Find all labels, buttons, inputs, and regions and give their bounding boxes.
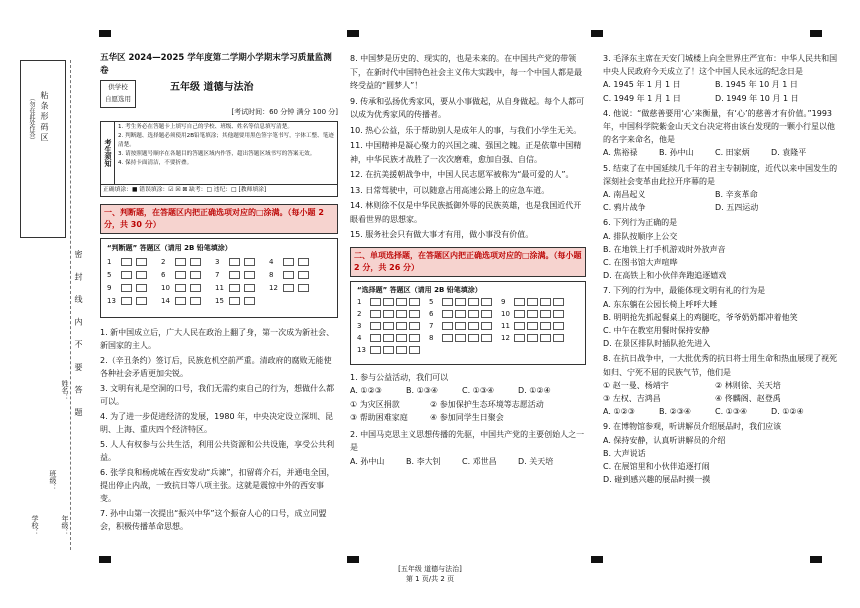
registration-mark bbox=[591, 556, 603, 563]
answer-box[interactable] bbox=[514, 298, 525, 306]
choice-item[interactable] bbox=[429, 308, 501, 320]
answer-box[interactable] bbox=[370, 322, 381, 330]
answer-box[interactable] bbox=[190, 284, 201, 292]
option: C. 邓世昌 bbox=[462, 456, 497, 466]
choice-item[interactable] bbox=[357, 320, 429, 332]
choice-item[interactable] bbox=[501, 320, 573, 332]
choice-q7 bbox=[603, 284, 841, 350]
answer-box[interactable] bbox=[383, 310, 394, 318]
option: B. 辛亥革命 bbox=[715, 190, 758, 200]
judge-item[interactable] bbox=[215, 256, 269, 269]
question-number: 12 bbox=[269, 284, 278, 292]
question-number: 10 bbox=[501, 309, 510, 318]
page-footer bbox=[330, 564, 530, 584]
answer-box[interactable] bbox=[136, 297, 147, 305]
answer-box[interactable] bbox=[136, 284, 147, 292]
question-number: 14 bbox=[161, 297, 170, 305]
answer-box[interactable] bbox=[468, 322, 479, 330]
option: C. ①③④ bbox=[462, 386, 495, 395]
choice-item[interactable] bbox=[357, 332, 429, 344]
registration-mark bbox=[99, 556, 111, 563]
usage-tag bbox=[100, 80, 136, 108]
judge-question: 14. 林则徐不仅是中华民族抵御外辱的民族英雄，也是我国近代开眼看世界的思想家。 bbox=[350, 201, 582, 224]
answer-box[interactable] bbox=[514, 334, 525, 342]
judge-item[interactable] bbox=[107, 295, 161, 308]
judge-question: 11. 中国精神是凝心聚力的兴国之魂、强国之魄。正是依靠中国精神，中华民族才战胜了一次次磨难，愈加自强、自信。 bbox=[350, 141, 582, 164]
option: B. 大声说话 bbox=[603, 448, 646, 458]
option: D. 袁隆平 bbox=[771, 148, 807, 158]
option: A. 南昌起义 bbox=[603, 190, 646, 200]
judge-item[interactable] bbox=[269, 282, 323, 295]
option: A. 保持安静，认真听讲解员的介绍 bbox=[603, 435, 726, 445]
judge-question: 6. 张学良和杨虎城在西安发动“兵谏”，扣留蒋介石，并通电全国，提出停止内战，一致抗日等八项主张。这就是震惊中外的西安事变。 bbox=[100, 467, 335, 503]
answer-box[interactable] bbox=[527, 322, 538, 330]
barcode-note: （勿在此处作答） bbox=[28, 95, 35, 143]
choice-row bbox=[357, 308, 579, 320]
answer-box[interactable] bbox=[442, 298, 453, 306]
notice-line: 3. 请按照题号顺序在各题目的答题区域内作答，超出答题区域书写的答案无效。 bbox=[118, 150, 316, 157]
page-number: 第 1 页/共 2 页 bbox=[405, 575, 455, 583]
choice-q2 bbox=[350, 428, 586, 469]
option: C. 1949 年 1 月 1 日 bbox=[603, 93, 681, 103]
judge-sheet-label: “判断题” 答题区（请用 2B 铅笔填涂） bbox=[107, 243, 232, 252]
question-number: 13 bbox=[357, 345, 366, 354]
judge-item[interactable] bbox=[215, 295, 269, 308]
option: A. 焦裕禄 bbox=[603, 148, 638, 158]
answer-box[interactable] bbox=[383, 322, 394, 330]
choice-sheet-label: “选择题” 答题区（请用 2B 铅笔填涂） bbox=[357, 285, 482, 294]
question-number: 1 bbox=[357, 297, 362, 306]
answer-box[interactable] bbox=[136, 258, 147, 266]
judge-question: 4. 为了进一步促进经济的发展，1980 年，中央决定设立深圳、昆明、上海、重庆四个经济特区。 bbox=[100, 411, 334, 434]
judge-row bbox=[107, 295, 331, 308]
item: ② 参加保护生态环境等志愿活动 bbox=[430, 399, 544, 409]
answer-box[interactable] bbox=[190, 258, 201, 266]
choice-q8 bbox=[603, 352, 841, 418]
judge-question: 7. 孙中山第一次提出“振兴中华”这个振奋人心的口号，成立同盟会，积极传播革命思想。 bbox=[100, 508, 327, 531]
answer-box[interactable] bbox=[481, 334, 492, 342]
question-number: 3 bbox=[215, 258, 220, 266]
answer-box[interactable] bbox=[370, 298, 381, 306]
class-label: 班级： bbox=[49, 470, 57, 491]
option: C. 在图书馆大声喧哗 bbox=[603, 258, 678, 268]
answer-box[interactable] bbox=[121, 284, 132, 292]
choice-item[interactable] bbox=[429, 320, 501, 332]
question-number: 4 bbox=[357, 333, 362, 342]
registration-mark bbox=[347, 556, 359, 563]
usage-tag-line2: 自愿选用 bbox=[105, 95, 131, 103]
judge-question: 9. 传承和弘扬优秀家风，要从小事做起，从自身做起。每个人都可以成为优秀家风的传播者。 bbox=[350, 96, 585, 119]
answer-box[interactable] bbox=[244, 271, 255, 279]
option: A. ①②③ bbox=[350, 386, 382, 395]
answer-box[interactable] bbox=[396, 322, 407, 330]
choice-q1 bbox=[350, 371, 586, 425]
answer-box[interactable] bbox=[370, 334, 381, 342]
item: ③ 左权、吉鸿昌 bbox=[603, 394, 661, 404]
answer-box[interactable] bbox=[540, 334, 551, 342]
option: C. 田家炳 bbox=[715, 148, 750, 158]
option: D. 关天培 bbox=[518, 456, 554, 466]
judge-question: 12. 在抗美援朝战争中，中国人民志愿军被称为“最可爱的人”。 bbox=[350, 170, 574, 179]
answer-box[interactable] bbox=[409, 322, 420, 330]
barcode-area bbox=[20, 60, 66, 238]
option: D. 在高铁上和小伙伴奔跑追逐嬉戏 bbox=[603, 271, 727, 281]
answer-box[interactable] bbox=[383, 346, 394, 354]
answer-box[interactable] bbox=[298, 271, 309, 279]
question-number: 15 bbox=[215, 297, 224, 305]
questions-left bbox=[100, 326, 338, 533]
answer-box[interactable] bbox=[468, 310, 479, 318]
judge-row bbox=[107, 256, 331, 269]
answer-box[interactable] bbox=[540, 310, 551, 318]
judge-question: 1. 新中国成立后，广大人民在政治上翻了身，第一次成为新社会、新国家的主人。 bbox=[100, 327, 335, 350]
answer-box[interactable] bbox=[283, 284, 294, 292]
questions-right bbox=[603, 52, 841, 489]
notice-line: 1. 考生务必在答题卡上填写自己的学校、班级、姓名等信息填写清楚。 bbox=[118, 123, 293, 130]
choice-item[interactable] bbox=[501, 296, 573, 308]
answer-box[interactable] bbox=[396, 334, 407, 342]
notice-list bbox=[115, 122, 337, 184]
judge-question: 15. 服务社会只有做大事才有用，做小事没有价值。 bbox=[350, 230, 534, 239]
option: B. 李大钊 bbox=[406, 456, 441, 466]
option: B. 明明抢先抓起餐桌上的鸡腿吃，爷爷奶奶都冲着他笑 bbox=[603, 312, 798, 322]
answer-box[interactable] bbox=[514, 310, 525, 318]
answer-box[interactable] bbox=[283, 258, 294, 266]
judge-item[interactable] bbox=[269, 256, 323, 269]
question-number: 7 bbox=[429, 321, 434, 330]
option: A. 1945 年 1 月 1 日 bbox=[603, 80, 681, 90]
answer-box[interactable] bbox=[396, 298, 407, 306]
answer-box[interactable] bbox=[383, 298, 394, 306]
question-stem: 5. 结束了在中国延续几千年的君主专制制度，近代以来中国发生的深刻社会变革由此拉开序幕的是 bbox=[603, 163, 838, 186]
item: ① 赵一曼、杨靖宇 bbox=[603, 380, 669, 390]
answer-box[interactable] bbox=[229, 258, 240, 266]
judge-question: 5. 人人有权参与公共生活，利用公共资源和公共设施，享受公共利益。 bbox=[100, 439, 335, 462]
choice-item[interactable] bbox=[429, 296, 501, 308]
answer-box[interactable] bbox=[540, 298, 551, 306]
answer-box[interactable] bbox=[455, 322, 466, 330]
question-number: 8 bbox=[429, 333, 434, 342]
question-stem: 8. 在抗日战争中，一大批优秀的抗日将士用生命和热血展现了视死如归、宁死不屈的民族气节，他们是 bbox=[603, 354, 838, 377]
option: B. 1945 年 10 月 1 日 bbox=[715, 80, 798, 90]
answer-box[interactable] bbox=[409, 310, 420, 318]
answer-box[interactable] bbox=[514, 322, 525, 330]
registration-mark bbox=[810, 30, 822, 37]
choice-row bbox=[357, 332, 579, 344]
option: A. 排队按顺序上公交 bbox=[603, 231, 678, 241]
choice-item[interactable] bbox=[357, 296, 429, 308]
answer-box[interactable] bbox=[553, 298, 564, 306]
answer-box[interactable] bbox=[244, 297, 255, 305]
option: C. 鸦片战争 bbox=[603, 203, 646, 213]
option: D. 碰到感兴趣的展品时摸一摸 bbox=[603, 475, 711, 485]
option: C. 中午在教室用餐时保持安静 bbox=[603, 326, 710, 336]
answer-box[interactable] bbox=[136, 271, 147, 279]
usage-tag-line1: 供学校 bbox=[108, 83, 128, 91]
judge-item[interactable] bbox=[107, 269, 161, 282]
question-number: 4 bbox=[269, 258, 274, 266]
choice-q6 bbox=[603, 216, 841, 282]
question-stem: 2. 中国马克思主义思想传播的先驱，中国共产党的主要创始人之一是 bbox=[350, 429, 585, 452]
judge-question: 13. 日常驾驶中，可以随意占用高速公路上的应急车道。 bbox=[350, 185, 550, 195]
answer-box[interactable] bbox=[175, 258, 186, 266]
answer-box[interactable] bbox=[175, 284, 186, 292]
question-number: 9 bbox=[501, 297, 506, 306]
judge-item[interactable] bbox=[107, 282, 161, 295]
judge-item[interactable] bbox=[161, 295, 215, 308]
option: D. 在景区排队时插队抢先进入 bbox=[603, 339, 711, 349]
question-number: 3 bbox=[357, 321, 362, 330]
answer-box[interactable] bbox=[409, 334, 420, 342]
choice-row bbox=[357, 320, 579, 332]
choice-item[interactable] bbox=[357, 344, 429, 356]
question-number: 6 bbox=[429, 309, 434, 318]
judge-item[interactable] bbox=[161, 269, 215, 282]
question-number: 11 bbox=[501, 321, 510, 330]
choice-item[interactable] bbox=[501, 308, 573, 320]
answer-box[interactable] bbox=[229, 271, 240, 279]
answer-box[interactable] bbox=[298, 284, 309, 292]
answer-box[interactable] bbox=[175, 271, 186, 279]
judge-item[interactable] bbox=[161, 256, 215, 269]
registration-mark bbox=[591, 30, 603, 37]
choice-row bbox=[357, 344, 579, 356]
footer-subject: [五年级 道德与法治] bbox=[398, 565, 462, 573]
judge-item[interactable] bbox=[107, 256, 161, 269]
seal-line bbox=[70, 60, 72, 550]
answer-box[interactable] bbox=[229, 297, 240, 305]
section2-heading: 二、单项选择题，在答题区内把正确选项对应的□涂满。（每小题 2 分，共 26 分） bbox=[350, 247, 586, 277]
registration-mark bbox=[810, 556, 822, 563]
question-number: 1 bbox=[107, 258, 112, 266]
choice-q5 bbox=[603, 162, 841, 215]
choice-answer-sheet bbox=[350, 281, 586, 365]
option: A. ①②③ bbox=[603, 407, 635, 417]
option: D. ①②④ bbox=[518, 386, 551, 395]
item: ④ 佟麟阁、赵登禹 bbox=[715, 394, 781, 404]
choice-item[interactable] bbox=[429, 332, 501, 344]
question-number: 10 bbox=[161, 284, 170, 292]
option: C. ①③④ bbox=[715, 407, 748, 417]
notice-line: 2. 判断题、选择题必须使用2B铅笔填涂；其他题要用黑色签字笔书写，字体工整、笔迹清楚。 bbox=[118, 132, 334, 148]
time-note: [考试时间：60 分钟 满分 100 分] bbox=[231, 108, 338, 116]
answer-box[interactable] bbox=[481, 322, 492, 330]
option: C. 在展馆里和小伙伴追逐打闹 bbox=[603, 462, 710, 472]
answer-box[interactable] bbox=[283, 271, 294, 279]
question-stem: 9. 在博物馆参观，听讲解员介绍展品时，我们应该 bbox=[603, 422, 782, 432]
answer-box[interactable] bbox=[540, 322, 551, 330]
option: D. 1949 年 10 月 1 日 bbox=[715, 93, 799, 103]
judge-item[interactable] bbox=[269, 269, 323, 282]
question-number: 6 bbox=[161, 271, 166, 279]
option: A. 东东躺在公园长椅上呼呼大睡 bbox=[603, 299, 718, 309]
judge-item[interactable] bbox=[215, 282, 269, 295]
answer-box[interactable] bbox=[468, 298, 479, 306]
option: B. 在地铁上打手机游戏时外放声音 bbox=[603, 244, 726, 254]
option: B. 孙中山 bbox=[659, 148, 694, 158]
answer-box[interactable] bbox=[244, 284, 255, 292]
option: D. ①②④ bbox=[771, 407, 804, 417]
item: ③ 帮助困难家庭 bbox=[350, 413, 408, 422]
answer-box[interactable] bbox=[121, 258, 132, 266]
question-stem: 7. 下列的行为中，最能体现文明有礼的行为是 bbox=[603, 286, 766, 296]
answer-box[interactable] bbox=[442, 334, 453, 342]
judge-row bbox=[107, 269, 331, 282]
answer-box[interactable] bbox=[455, 334, 466, 342]
question-number: 2 bbox=[357, 309, 362, 318]
barcode-label: 粘 条 形 码 区 bbox=[40, 91, 49, 142]
judge-question: 8. 中国梦是历史的、现实的，也是未来的。在中国共产党的带领下，在新时代中国特色社会主义伟大实践中，每一个中国人都是最终受益的“圆梦人”！ bbox=[350, 54, 582, 90]
answer-box[interactable] bbox=[396, 346, 407, 354]
answer-box[interactable] bbox=[370, 310, 381, 318]
answer-box[interactable] bbox=[481, 298, 492, 306]
question-number: 5 bbox=[107, 271, 112, 279]
question-stem: 4. 他说：“做慈善要用‘心’来衡量，有‘心’的慈善才有价值。”1993 年，中国科学院紫金山天文台决定将由该台发现的一颗小行星以他的名字来命名，他是 bbox=[603, 108, 835, 145]
item: ② 林则徐、关天培 bbox=[715, 380, 781, 390]
question-number: 11 bbox=[215, 284, 224, 292]
grade-label: 年级： bbox=[61, 515, 69, 536]
option: B. ①③④ bbox=[406, 386, 439, 395]
answer-box[interactable] bbox=[527, 298, 538, 306]
question-number: 9 bbox=[107, 284, 112, 292]
choice-grid bbox=[357, 296, 579, 356]
answer-box[interactable] bbox=[190, 297, 201, 305]
judge-question: 10. 热心公益，乐于帮助别人是成年人的事，与我们小学生无关。 bbox=[350, 125, 582, 135]
answer-box[interactable] bbox=[527, 334, 538, 342]
answer-box[interactable] bbox=[244, 258, 255, 266]
item: ① 为灾区捐款 bbox=[350, 399, 400, 409]
registration-mark bbox=[99, 30, 111, 37]
answer-box[interactable] bbox=[442, 322, 453, 330]
answer-box[interactable] bbox=[468, 334, 479, 342]
fill-instructions: 正确填涂：■ 错误填涂：☑ ☒ ⊠ 缺考：□ 违纪：□ [教师填涂] bbox=[100, 185, 338, 197]
school-label: 学校： bbox=[31, 515, 39, 536]
answer-box[interactable] bbox=[383, 334, 394, 342]
question-number: 2 bbox=[161, 258, 166, 266]
answer-box[interactable] bbox=[455, 310, 466, 318]
judge-question: 2.（辛丑条约）签订后，民族危机空前严重。清政府的腐败无能使各种社会矛盾更加尖锐。 bbox=[100, 355, 332, 378]
choice-q9 bbox=[603, 420, 841, 486]
answer-box[interactable] bbox=[442, 310, 453, 318]
answer-box[interactable] bbox=[553, 334, 564, 342]
notice-box bbox=[100, 121, 338, 185]
question-stem: 6. 下列行为正确的是 bbox=[603, 218, 678, 228]
notice-line: 4. 保持卡面清洁，不要折叠。 bbox=[118, 159, 193, 166]
answer-box[interactable] bbox=[121, 297, 132, 305]
answer-box[interactable] bbox=[190, 271, 201, 279]
answer-box[interactable] bbox=[370, 346, 381, 354]
seal-warning: 密 封 线 内 不 要 答 题 bbox=[74, 250, 83, 422]
choice-item[interactable] bbox=[357, 308, 429, 320]
answer-box[interactable] bbox=[409, 346, 420, 354]
judge-item[interactable] bbox=[161, 282, 215, 295]
answer-box[interactable] bbox=[409, 298, 420, 306]
option: B. ②③④ bbox=[659, 407, 692, 417]
question-number: 8 bbox=[269, 271, 274, 279]
judge-answer-sheet bbox=[100, 238, 338, 318]
choice-q4 bbox=[603, 107, 841, 160]
notice-label: 考生须知 bbox=[101, 122, 115, 184]
judge-grid bbox=[107, 256, 331, 308]
question-number: 7 bbox=[215, 271, 220, 279]
choice-item[interactable] bbox=[501, 332, 573, 344]
question-stem: 1. 参与公益活动，我们可以 bbox=[350, 372, 449, 382]
answer-box[interactable] bbox=[527, 310, 538, 318]
questions-mid bbox=[350, 52, 586, 242]
question-number: 5 bbox=[429, 297, 434, 306]
question-number: 12 bbox=[501, 333, 510, 342]
answer-box[interactable] bbox=[175, 297, 186, 305]
answer-box[interactable] bbox=[553, 322, 564, 330]
answer-box[interactable] bbox=[298, 258, 309, 266]
name-label: 姓名： bbox=[61, 380, 69, 401]
answer-box[interactable] bbox=[553, 310, 564, 318]
answer-box[interactable] bbox=[121, 271, 132, 279]
exam-title: 五华区 2024—2025 学年度第二学期小学期末学习质量监测卷 bbox=[100, 53, 332, 76]
answer-box[interactable] bbox=[229, 284, 240, 292]
option: A. 孙中山 bbox=[350, 456, 385, 466]
item: ④ 参加同学生日聚会 bbox=[430, 413, 504, 422]
question-stem: 3. 毛泽东主席在天安门城楼上向全世界庄严宣布：中华人民共和国中央人民政府今天成立了！这个中国人民永远的纪念日是 bbox=[603, 54, 838, 77]
answer-box[interactable] bbox=[455, 298, 466, 306]
option: D. 五四运动 bbox=[715, 203, 759, 213]
answer-box[interactable] bbox=[481, 310, 492, 318]
answer-box[interactable] bbox=[396, 310, 407, 318]
choice-row bbox=[357, 296, 579, 308]
section1-heading: 一、判断题，在答题区内把正确选项对应的□涂满。（每小题 2 分，共 30 分） bbox=[100, 204, 338, 234]
registration-mark bbox=[347, 30, 359, 37]
choice-q3 bbox=[603, 52, 841, 105]
subject-title: 五年级 道德与法治 bbox=[170, 82, 254, 93]
judge-row bbox=[107, 282, 331, 295]
judge-question: 3. 文明有礼是空洞的口号，我们无需约束自己的行为，想做什么都可以。 bbox=[100, 383, 335, 406]
question-number: 13 bbox=[107, 297, 116, 305]
judge-item[interactable] bbox=[215, 269, 269, 282]
